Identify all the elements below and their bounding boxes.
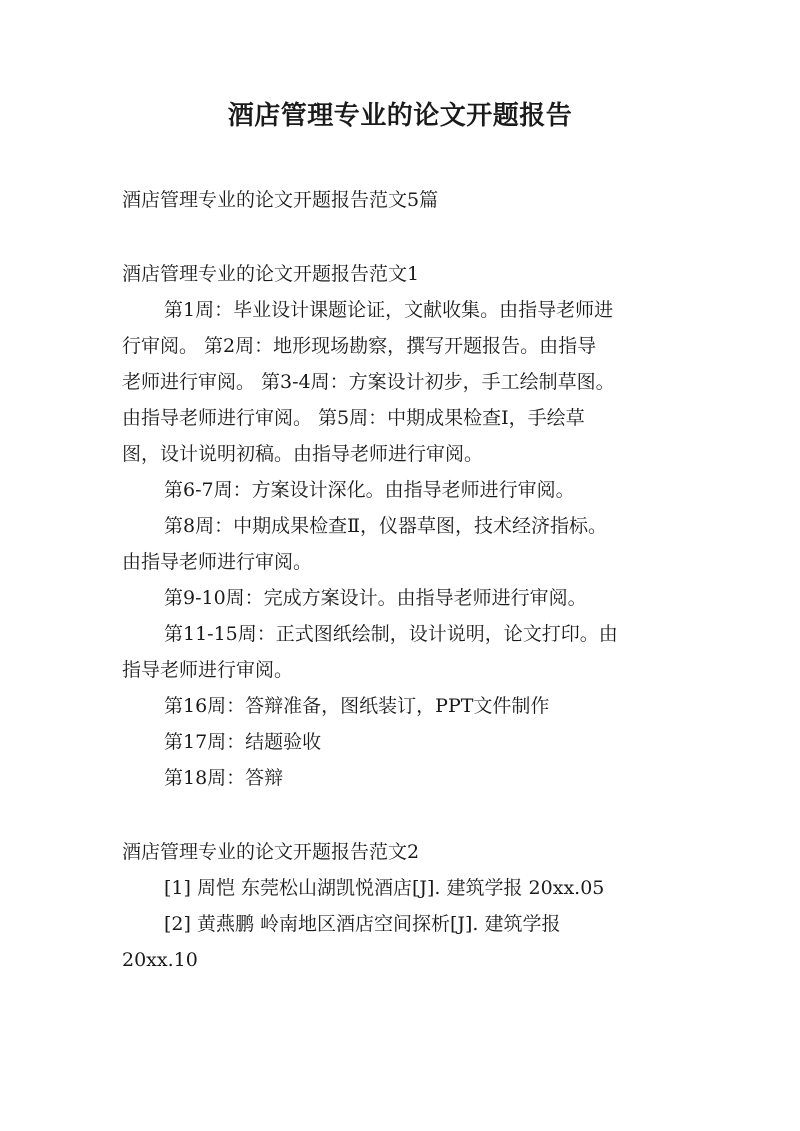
section1-line: 由指导老师进行审阅。 第5周：中期成果检查Ⅰ，手绘草: [122, 407, 585, 429]
section1-line: 第9-10周：完成方案设计。由指导老师进行审阅。: [164, 587, 587, 609]
section1-line: 老师进行审阅。 第3-4周：方案设计初步，手工绘制草图。: [122, 371, 615, 393]
section1-line: 第1周：毕业设计课题论证，文献收集。由指导老师进: [164, 299, 614, 321]
spacer: [122, 218, 692, 256]
document-body: [122, 182, 692, 978]
section1-line: 指导老师进行审阅。: [122, 659, 294, 681]
section1-line: 第17周：结题验收: [164, 731, 322, 753]
section1-line: 第11-15周：正式图纸绘制，设计说明，论文打印。由: [164, 623, 618, 645]
section1-line: 第16周：答辩准备，图纸装订，PPT文件制作: [164, 695, 550, 717]
reference-item: [1] 周恺 东莞松山湖凯悦酒店[J]. 建筑学报 20xx.05: [164, 877, 605, 899]
section1-line: 第18周：答辩: [164, 767, 284, 789]
section1-line: 第6-7周：方案设计深化。由指导老师进行审阅。: [164, 479, 575, 501]
section2-heading: 酒店管理专业的论文开题报告范文2: [122, 841, 420, 863]
section1-line: 图，设计说明初稿。由指导老师进行审阅。: [122, 443, 484, 465]
section1-line: 行审阅。 第2周：地形现场勘察，撰写开题报告。由指导: [122, 335, 597, 357]
section1-line: 由指导老师进行审阅。: [122, 551, 313, 573]
document-title: 酒店管理专业的论文开题报告: [227, 101, 573, 131]
spacer: [122, 796, 692, 834]
document-subtitle: 酒店管理专业的论文开题报告范文5篇: [122, 189, 439, 211]
reference-item: 20xx.10: [122, 949, 198, 971]
reference-item: [2] 黄燕鹏 岭南地区酒店空间探析[J]. 建筑学报: [164, 913, 561, 935]
section1-line: 第8周：中期成果检查Ⅱ，仪器草图，技术经济指标。: [164, 515, 608, 537]
section1-heading: 酒店管理专业的论文开题报告范文1: [122, 263, 420, 285]
